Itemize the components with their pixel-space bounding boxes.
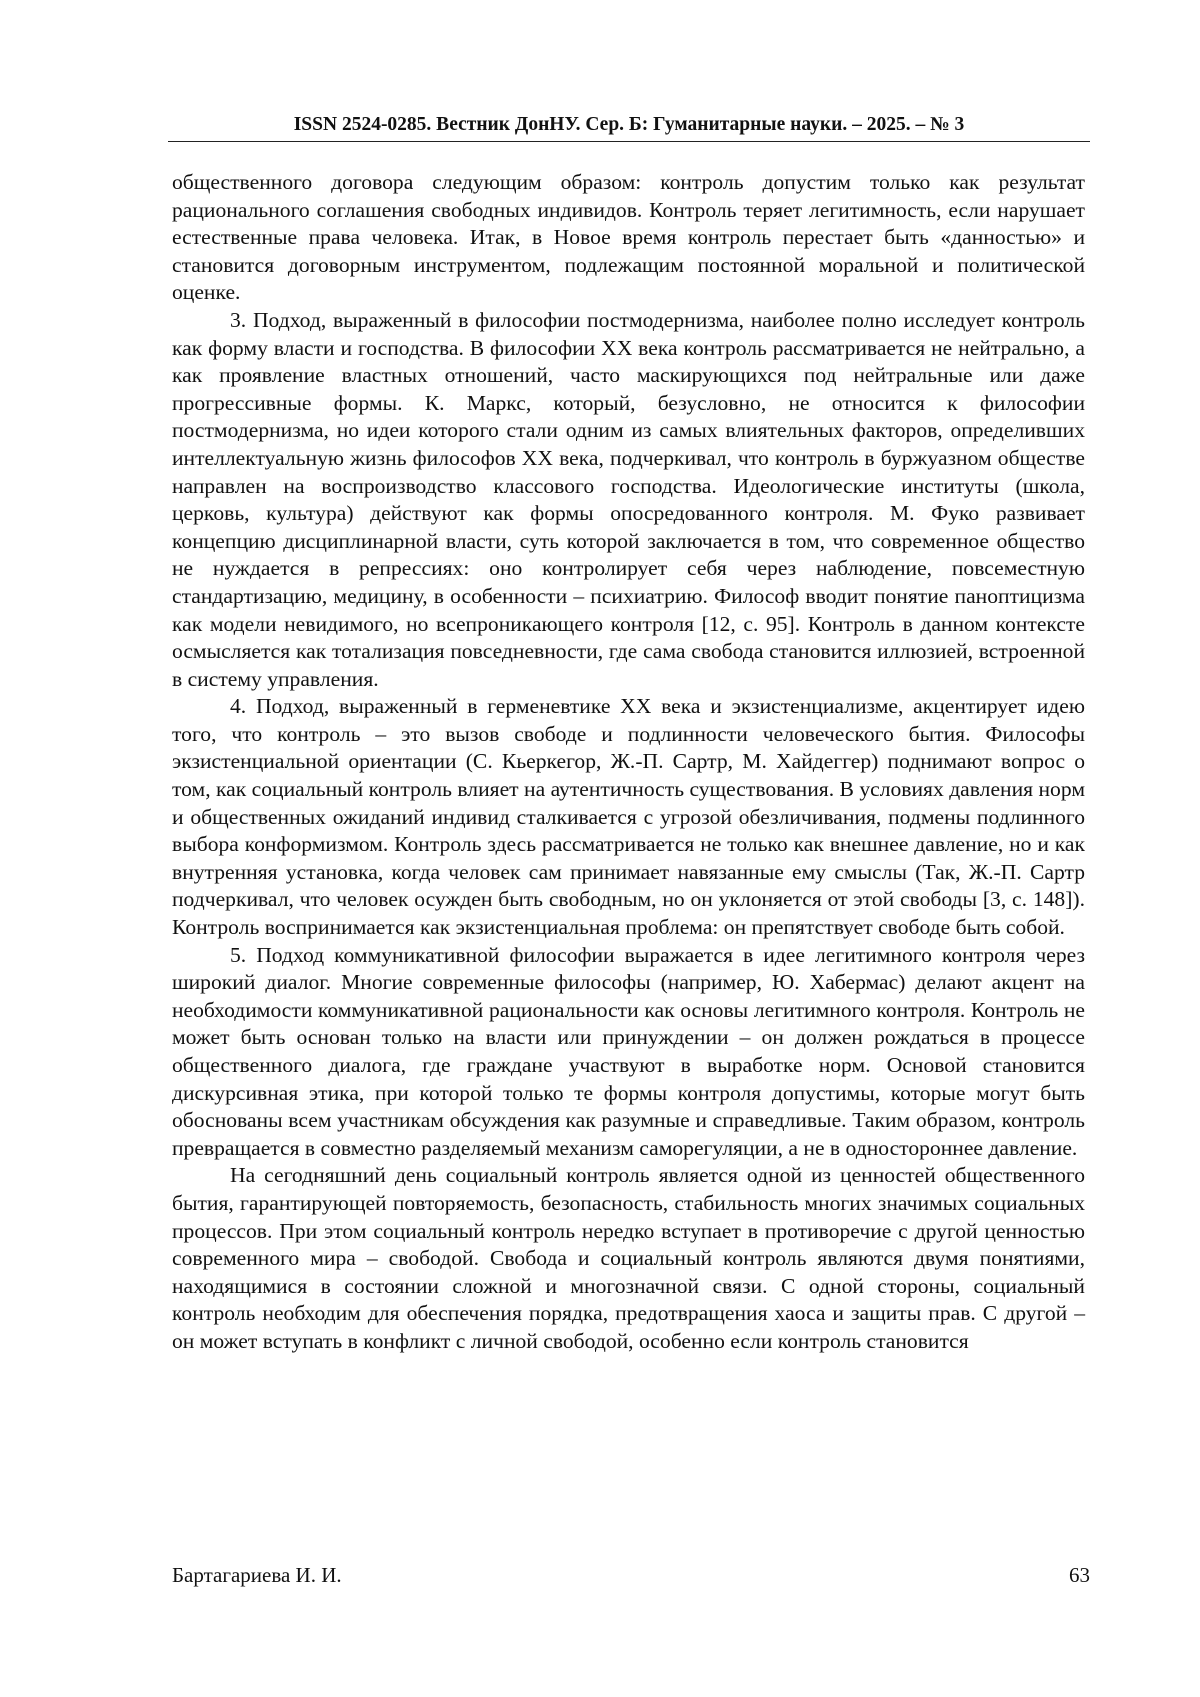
header-rule bbox=[168, 141, 1090, 142]
paragraph-continuation: общественного договора следующим образом: контроль допустим только как результат рационального соглашения свободных индивидов. Контроль теряет легитимность, если нарушает естественные права человека. Итак, в Новое время контроль перестает быть «данностью» и становится договорным инструментом, подлежащим постоянной моральной и политической оценке. bbox=[172, 170, 1085, 305]
page-number: 63 bbox=[1069, 1563, 1090, 1587]
paragraph-approach-5: 5. Подход коммуникативной философии выражается в идее легитимного контроля через широкий диалог. Многие современные философы (например, Ю. Хабермас) делают акцент на необходимости коммуникативной рациональности как основы легитимного контроля. Контроль не может быть основан только на власти или принуждении – он должен рождаться в процессе общественного диалога, где граждане участвуют в выработке норм. Основой становится дискурсивная этика, при которой только те формы контроля допустимы, которые могут быть обоснованы всем участникам обсуждения как разумные и справедливые. Таким образом, контроль превращается в совместно разделяемый механизм саморегуляции, а не в одностороннее давление. bbox=[172, 942, 1085, 1160]
paragraph-approach-3: 3. Подход, выраженный в философии постмодернизма, наиболее полно исследует контроль как форму власти и господства. В философии XX века контроль рассматривается не нейтрально, а как проявление властных отношений, часто маскирующихся под нейтральные или даже прогрессивные формы. К. Маркс, который, безусловно, не относится к философии постмодернизма, но идеи которого стали одним из самых влиятельных факторов, определивших интеллектуальную жизнь философов XX века, подчеркивал, что контроль в буржуазном обществе направлен на воспроизводство классового господства. Идеологические институты (школа, церковь, культура) действуют как формы опосредованного контроля. М. Фуко развивает концепцию дисциплинарной власти, суть которой заключается в том, что современное общество не нуждается в репрессиях: оно контролирует себя через наблюдение, повсеместную стандартизацию, медицину, в особенности – психиатрию. Философ вводит понятие паноптицизма как модели невидимого, но всепроникающего контроля [12, с. 95]. Контроль в данном контексте осмысляется как тотализация повседневности, где сама свобода становится иллюзией, встроенной в систему управления. bbox=[172, 307, 1085, 691]
paragraph-conclusion: На сегодняшний день социальный контроль является одной из ценностей общественного бытия, гарантирующей повторяемость, безопасность, стабильность многих значимых социальных процессов. При этом социальный контроль нередко вступает в противоречие с другой ценностью современного мира – свободой. Свобода и социальный контроль являются двумя понятиями, находящимися в состоянии сложной и многозначной связи. С одной стороны, социальный контроль необходим для обеспечения порядка, предотвращения хаоса и защиты прав. С другой – он может вступать в конфликт с личной свободой, особенно если контроль становится bbox=[172, 1163, 1085, 1353]
journal-header: ISSN 2524-0285. Вестник ДонНУ. Сер. Б: Гуманитарные науки. – 2025. – № 3 bbox=[293, 114, 965, 135]
paragraph-approach-4: 4. Подход, выраженный в герменевтике XX века и экзистенциализме, акцентирует идею того, что контроль – это вызов свободе и подлинности человеческого бытия. Философы экзистенциальной ориентации (С. Кьеркегор, Ж.-П. Сартр, М. Хайдеггер) поднимают вопрос о том, как социальный контроль влияет на аутентичность существования. В условиях давления норм и общественных ожиданий индивид сталкивается с угрозой обезличивания, подмены подлинного выбора конформизмом. Контроль здесь рассматривается не только как внешнее давление, но и как внутренняя установка, когда человек сам принимает навязанные ему смыслы (Так, Ж.-П. Сартр подчеркивал, что человек осужден быть свободным, но он уклоняется от этой свободы [3, с. 148]). Контроль воспринимается как экзистенциальная проблема: он препятствует свободе быть собой. bbox=[172, 694, 1085, 940]
footer-author: Бартагариева И. И. bbox=[172, 1563, 342, 1587]
article-body bbox=[172, 169, 1085, 1356]
